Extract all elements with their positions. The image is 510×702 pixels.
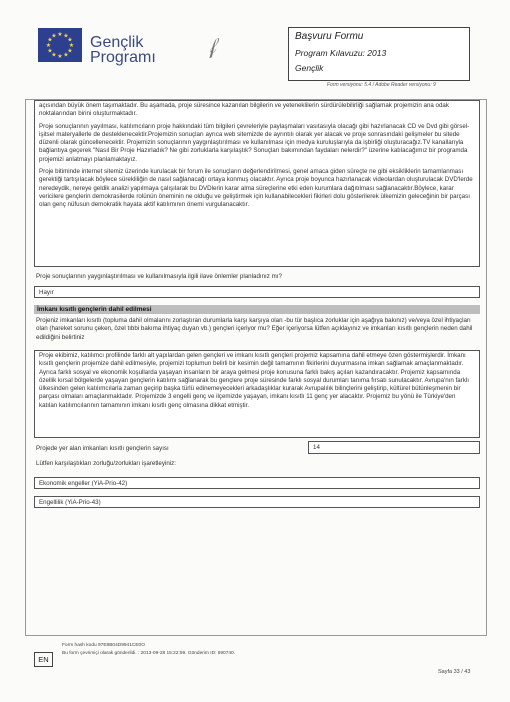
paragraph: Proje sonuçlarının yayılması, katılımcıların proje hakkındaki tüm bilgileri çevreleriyle paylaşmaları vasıtasıyla olacağı gibi hazırlanacak CD ve Dvd gibi görsel-işitsel materyallerle de desteklenecektir.Projemizin sonuçları ayrıca web sitemizde de ayrıntılı olarak yer alacak ve proje sonrasındaki gelişmeler bu sitede düzenli olarak güncellenecektir. Projemizin sonuçlarının yaygınlaştırılması ve kullanılması için medya kuruluşlarıyla da işbirliği oluşturacağız.TV kanallarıyla bağlantıya geçerek "Nasıl Bir Proje Hazırladık? Ne gibi zorluklarla karşılaştık? Sonuçları bakımından faydaları nelerdir?" üzerine katılacağımız bir programda projemizi anlatmayı planlamaktayız.	[39, 122, 470, 163]
paragraph: açısından büyük önem taşımaktadır. Bu aşamada, proje süresince kazanılan bilgilerin ve yeteneklilerin sürdürülebilirliği sağlamak projemizin ana odak noktalarından birini oluşturmaktadır.	[39, 102, 449, 118]
svg-text:★: ★	[63, 51, 69, 59]
dissemination-text-box[interactable]	[34, 100, 480, 267]
form-hash: Form hash kodu 97E8B04D9941CE0O	[62, 643, 145, 648]
inclusion-text-box[interactable]: Proje ekibimiz, katılımcı profilinde farklı alt yapılardan gelen gençleri ve imkanı kısıtlı gençleri projemiz kapsamına dahil etmeye özen göstermişlerdir. İmkanı kısıtlı gençlerin projemize dahil edilmesiyle, projemizi toplumun belirli bir kesimin değil tamamının fikirlerini duyurmasına imkan sağlamak amaçlanmaktadır. Ayrıca farklı sosyal ve ekonomik koşullarda yaşayan insanların bir araya gelmesi proje konusuna farklı bakış açıları kazandıracaktır. Projemiz kapsamında özellik kırsal bölgelerde yaşayan gençlerin katılımı sağlanarak bu gençlere proje süresinde farklı sosyal durumları tanıma fırsatı sunulacaktır. Avrupa'nın farklı ülkesinden gelen katılımcılarla zaman geçirip başka türlü edinemeyecekleri arkadaşlıklar kurarak Avrupalılık bilinçlerini geliştirip, kültürel bütünleşmenin bir parçası olmaları amaçlanmaktadır. Projemizde 3 engelli genç ve ilçemizde yaşayan, imkanı kısıtlı 11 genç yer alacaktır. Projemiz bu yönü ile Türkiye'den katılan katılımcılarının tamamının imkanı kısıtlı genç olmasına dikkat etmiştir.	[34, 350, 480, 438]
svg-text:★: ★	[47, 36, 53, 44]
question-label: Proje sonuçlarının yaygınlaştırılması ve kullanılmasıyla ilgili ilave önlemler planladınız mı?	[36, 273, 282, 280]
svg-text:★: ★	[57, 31, 63, 38]
svg-text:★: ★	[63, 32, 69, 40]
svg-text:★: ★	[47, 47, 53, 55]
form-version: Form versiyonu: 5.4 / Adobe Reader versiyonu: 9	[327, 82, 436, 88]
program-name: Gençlik	[295, 63, 324, 73]
form-title: Başvuru Formu	[295, 31, 364, 42]
program-guide: Program Kılavuzu: 2013	[295, 48, 387, 58]
section-heading: İmkanı kısıtlı gençlerin dahil edilmesi	[34, 305, 480, 314]
svg-text:★: ★	[51, 51, 57, 59]
star-circle-icon	[38, 28, 82, 62]
svg-text:★: ★	[68, 42, 75, 49]
count-label: Projede yer alan imkanları kısıtlı gençlerin sayısı	[36, 445, 169, 452]
svg-text:★: ★	[45, 42, 52, 49]
paragraph: Proje bitiminde internet sitemiz üzerinde kurulacak bir forum ile sonuçların değerlendirilmesi, genel amaca giden süreçte ne gibi eksikliklerin tamamlanması gerektiği tartışılacak böylece sürekliliğin de nasıl sağlanacağı ortaya konmuş olacaktır. Ayrıca proje boyunca hazırlanacak videolardan oluşturulacak DVD'lerde neredeydik, nereye geldik analizi yapılmaya çalışılarak bu DVDlerin karar alma süreçlerine etki eden kurumlara dağıtılması sağlanacaktır.Böylece, karar vericilere gençlerin demokrasilerde rolünün öneminin ne olduğu ve geliştirmek için kullanabilecekleri fikirleri dolu gösterilerek ülkemizin geleceğinin bir parçası olan genç nüfusun demokratik hayata aktif katılımının önemi vurgulanacaktır.	[39, 168, 473, 209]
obstacle-item[interactable]: Engellilik (YiA-Prio-43)	[34, 496, 480, 508]
section-intro: Projeniz imkanları kısıtlı (topluma dahil olmalarını zorlaştıran durumlarla karşı karşıya olan -bu tür başlıca zorluklar için aşağıya bakınız) ve/veya özel ihtiyaçları olan (hareket sorunu çeken, özel tıbbi bakıma ihtiyaç duyan vb.) gençleri içeriyor mu? Eğer içeriyorsa lütfen açıklayınız ve imkanları kısıtlı gençlerin neden dahil edildiğini belirtiniz	[36, 317, 473, 341]
count-field[interactable]: 14	[308, 441, 480, 454]
answer-field[interactable]: Hayır	[34, 286, 480, 298]
logo-line1: Gençlik	[90, 34, 144, 51]
svg-text:★: ★	[67, 47, 73, 55]
eu-flag-logo	[38, 28, 82, 62]
svg-text:★: ★	[51, 32, 57, 40]
obstacles-label: Lütfen karşılaştıkları zorluğu/zorlukları işaretleyiniz:	[36, 460, 176, 467]
handwritten-mark: 𝒻	[204, 33, 219, 59]
submission-info: Bu form çevrimiçi olarak gönderildi. : 2013-09-28 15:22:59. Gönderim ID: 690740.	[62, 651, 236, 656]
logo-line2: Programı	[90, 49, 156, 66]
form-header-box	[288, 27, 470, 81]
page-number: Sayfa 33 / 43	[438, 669, 471, 675]
language-badge: EN	[34, 652, 53, 667]
obstacle-item[interactable]: Ekonomik engeller (YiA-Prio-42)	[34, 477, 480, 489]
program-logo-text	[90, 35, 156, 65]
svg-text:★: ★	[57, 53, 63, 60]
svg-text:★: ★	[67, 36, 73, 44]
